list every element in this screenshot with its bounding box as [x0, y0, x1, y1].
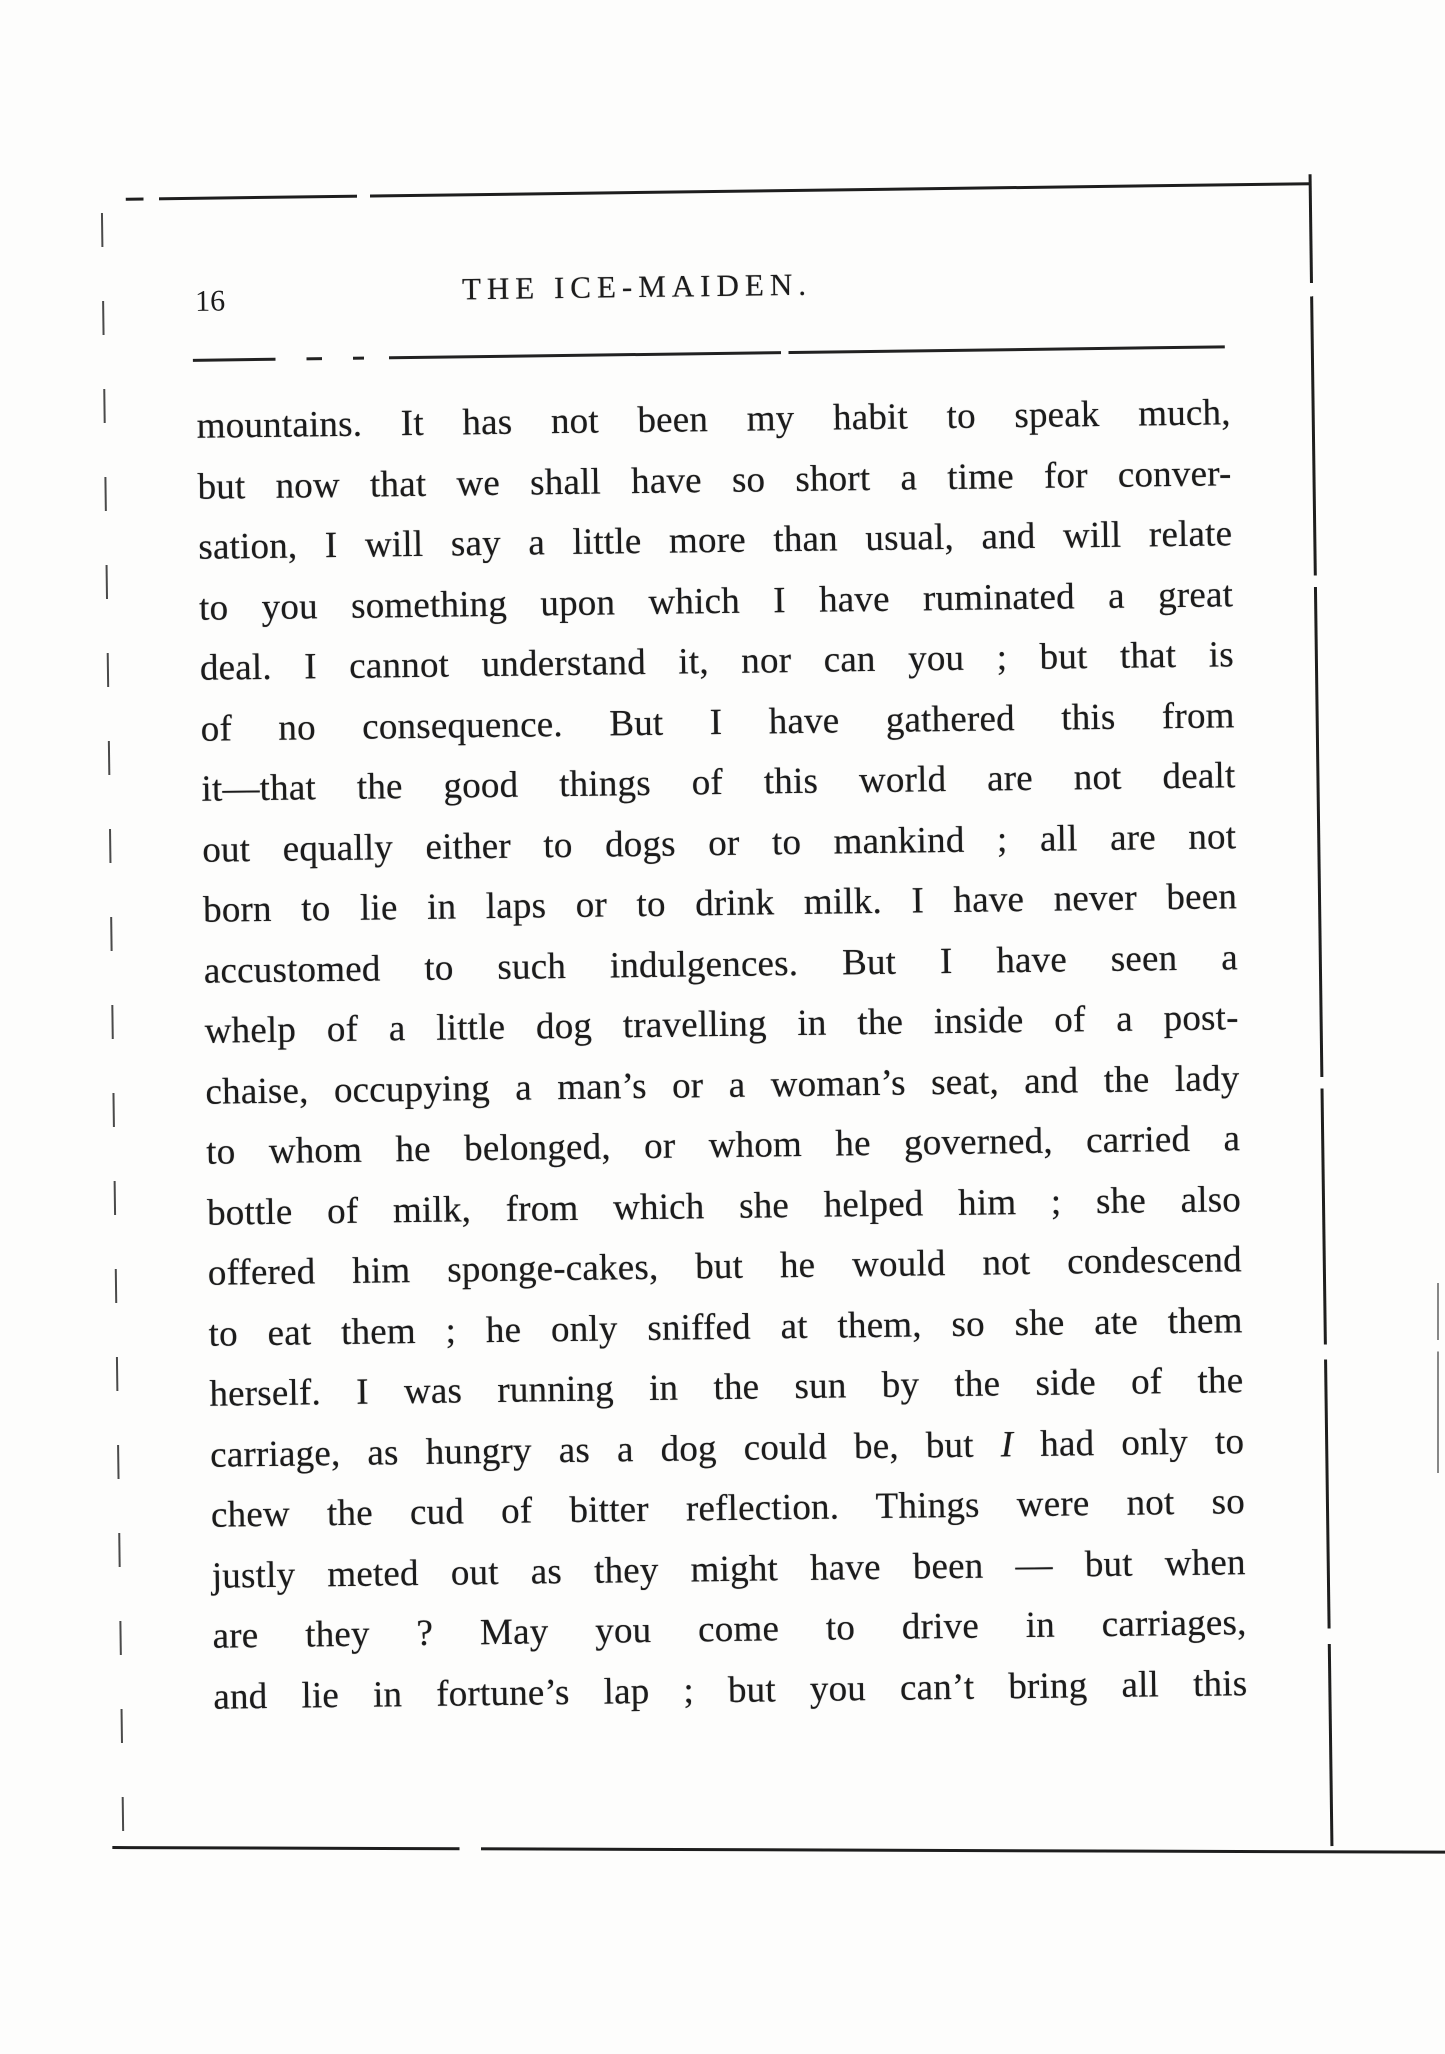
text-segment: mountains. It has not been my habit to speak much,: [196, 392, 1231, 447]
page-left-border: [101, 213, 124, 1853]
page-right-border: [1309, 174, 1334, 1846]
text-segment: it—that the good things of this world are not dealt: [201, 755, 1236, 810]
text-segment: whelp of a little dog travelling in the inside of a post-: [204, 997, 1239, 1052]
header-rule: [193, 345, 1225, 362]
page-number: 16: [194, 284, 226, 318]
text-segment: accustomed to such indulgences. But I have seen a: [203, 936, 1239, 992]
running-title: THE ICE-MAIDEN.: [461, 266, 813, 307]
text-segment: carriage, as hungry as a dog could be, but: [209, 1423, 1001, 1476]
text-segment: sation, I will say a little more than usual, and will relate: [198, 513, 1233, 568]
text-segment: offered him sponge-cakes, but he would not condescend: [207, 1239, 1243, 1294]
text-segment: of no consequence. But I have gathered this from: [200, 694, 1235, 750]
page-bottom-border: [112, 1846, 1445, 1854]
scan-edge-artifact: [1437, 1283, 1439, 1473]
text-segment: and lie in fortune’s lap ; but you can’t bring all this: [213, 1662, 1248, 1718]
text-segment: out equally either to dogs or to mankind ; all are not: [202, 815, 1237, 871]
text-segment: to eat them ; he only sniffed at them, so she ate them: [208, 1299, 1243, 1355]
text-segment: deal. I cannot understand it, nor can you ; but that is: [199, 634, 1235, 689]
text-segment: to you something upon which I have ruminated a great: [198, 573, 1234, 629]
text-segment: herself. I was running in the sun by the side of the: [209, 1360, 1244, 1415]
italic-word: I: [1000, 1423, 1014, 1465]
text-line: [213, 1654, 1248, 1728]
page-top-border: [126, 182, 1311, 201]
text-segment: chew the cud of bitter reflection. Things were not so: [210, 1481, 1246, 1536]
text-segment: had only to: [1012, 1420, 1245, 1465]
text-segment: justly meted out as they might have been — but when: [211, 1541, 1246, 1597]
text-segment: but now that we shall have so short a time for conver-: [197, 452, 1232, 508]
text-segment: are they ? May you come to drive in carriages,: [212, 1602, 1247, 1657]
text-segment: to whom he belonged, or whom he governed, carried a: [205, 1118, 1241, 1173]
page-text: [196, 383, 1247, 1727]
text-segment: chaise, occupying a man’s or a woman’s seat, and the lady: [205, 1057, 1240, 1113]
text-segment: bottle of milk, from which she helped him ; she also: [206, 1178, 1242, 1234]
text-segment: born to lie in laps or to drink milk. I have never been: [202, 876, 1238, 931]
